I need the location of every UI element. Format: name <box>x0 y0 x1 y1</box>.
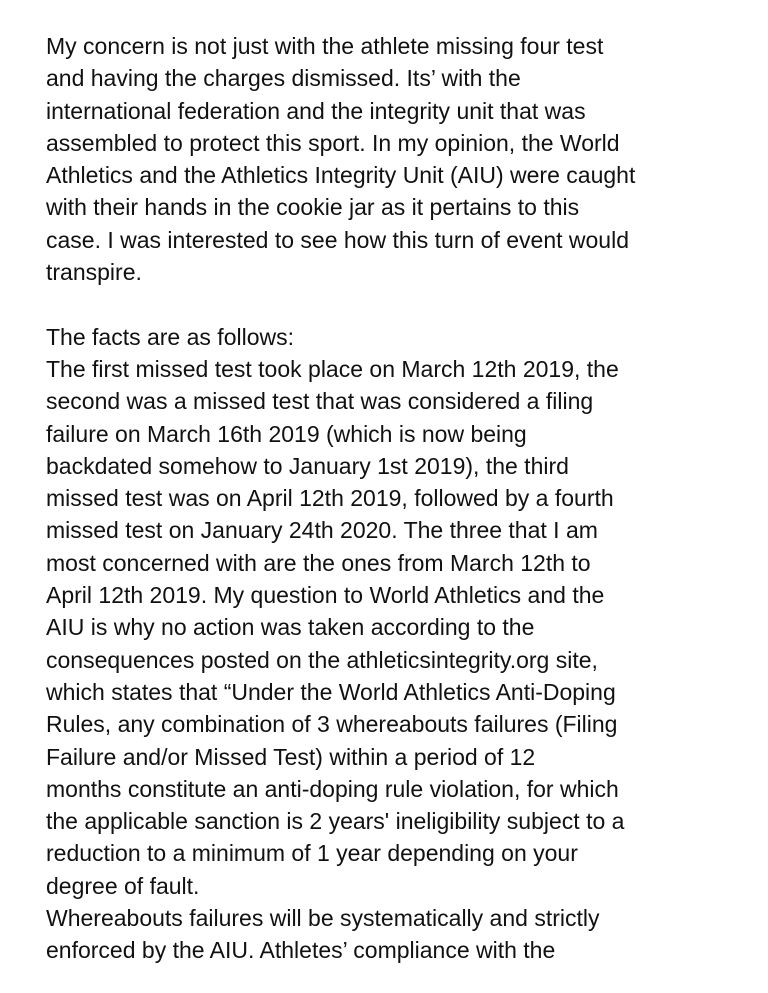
text-line: Rules, any combination of 3 whereabouts failures (Filing <box>46 711 618 738</box>
text-line: Failure and/or Missed Test) within a period of 12 <box>46 743 536 770</box>
text-line: AIU is why no action was taken according to the <box>46 614 535 641</box>
text-line: most concerned with are the ones from March 12th to <box>46 549 591 576</box>
text-line: and having the charges dismissed. Its’ with the <box>46 65 521 92</box>
paragraph-intro <box>46 30 760 288</box>
text-line: case. I was interested to see how this turn of event would <box>46 226 629 253</box>
paragraph-facts <box>46 321 760 967</box>
text-line: The facts are as follows: <box>46 323 294 350</box>
text-line: the applicable sanction is 2 years' ineligibility subject to a <box>46 808 625 835</box>
text-line: months constitute an anti-doping rule violation, for which <box>46 775 619 802</box>
text-line: enforced by the AIU. Athletes’ compliance with the <box>46 937 556 964</box>
text-line: The first missed test took place on March 12th 2019, the <box>46 355 619 382</box>
text-line: Athletics and the Athletics Integrity Unit (AIU) were caught <box>46 162 636 189</box>
text-line: transpire. <box>46 259 142 286</box>
text-line: assembled to protect this sport. In my opinion, the World <box>46 129 620 156</box>
paragraph-spacer <box>46 288 760 320</box>
text-line: backdated somehow to January 1st 2019), the third <box>46 452 569 479</box>
text-line: missed test on January 24th 2020. The three that I am <box>46 517 598 544</box>
text-line: April 12th 2019. My question to World Athletics and the <box>46 582 605 609</box>
text-line: Whereabouts failures will be systematically and strictly <box>46 905 600 932</box>
text-line: consequences posted on the athleticsintegrity.org site, <box>46 646 598 673</box>
text-line: international federation and the integrity unit that was <box>46 97 586 124</box>
text-line: second was a missed test that was considered a filing <box>46 388 594 415</box>
text-line: reduction to a minimum of 1 year depending on your <box>46 840 578 867</box>
text-line: with their hands in the cookie jar as it pertains to this <box>46 194 580 221</box>
text-line: My concern is not just with the athlete missing four test <box>46 33 604 59</box>
text-line: failure on March 16th 2019 (which is now being <box>46 420 527 447</box>
document-body <box>46 30 760 967</box>
text-line: degree of fault. <box>46 872 200 899</box>
text-line: missed test was on April 12th 2019, followed by a fourth <box>46 485 614 512</box>
text-line: which states that “Under the World Athletics Anti-Doping <box>46 678 616 705</box>
